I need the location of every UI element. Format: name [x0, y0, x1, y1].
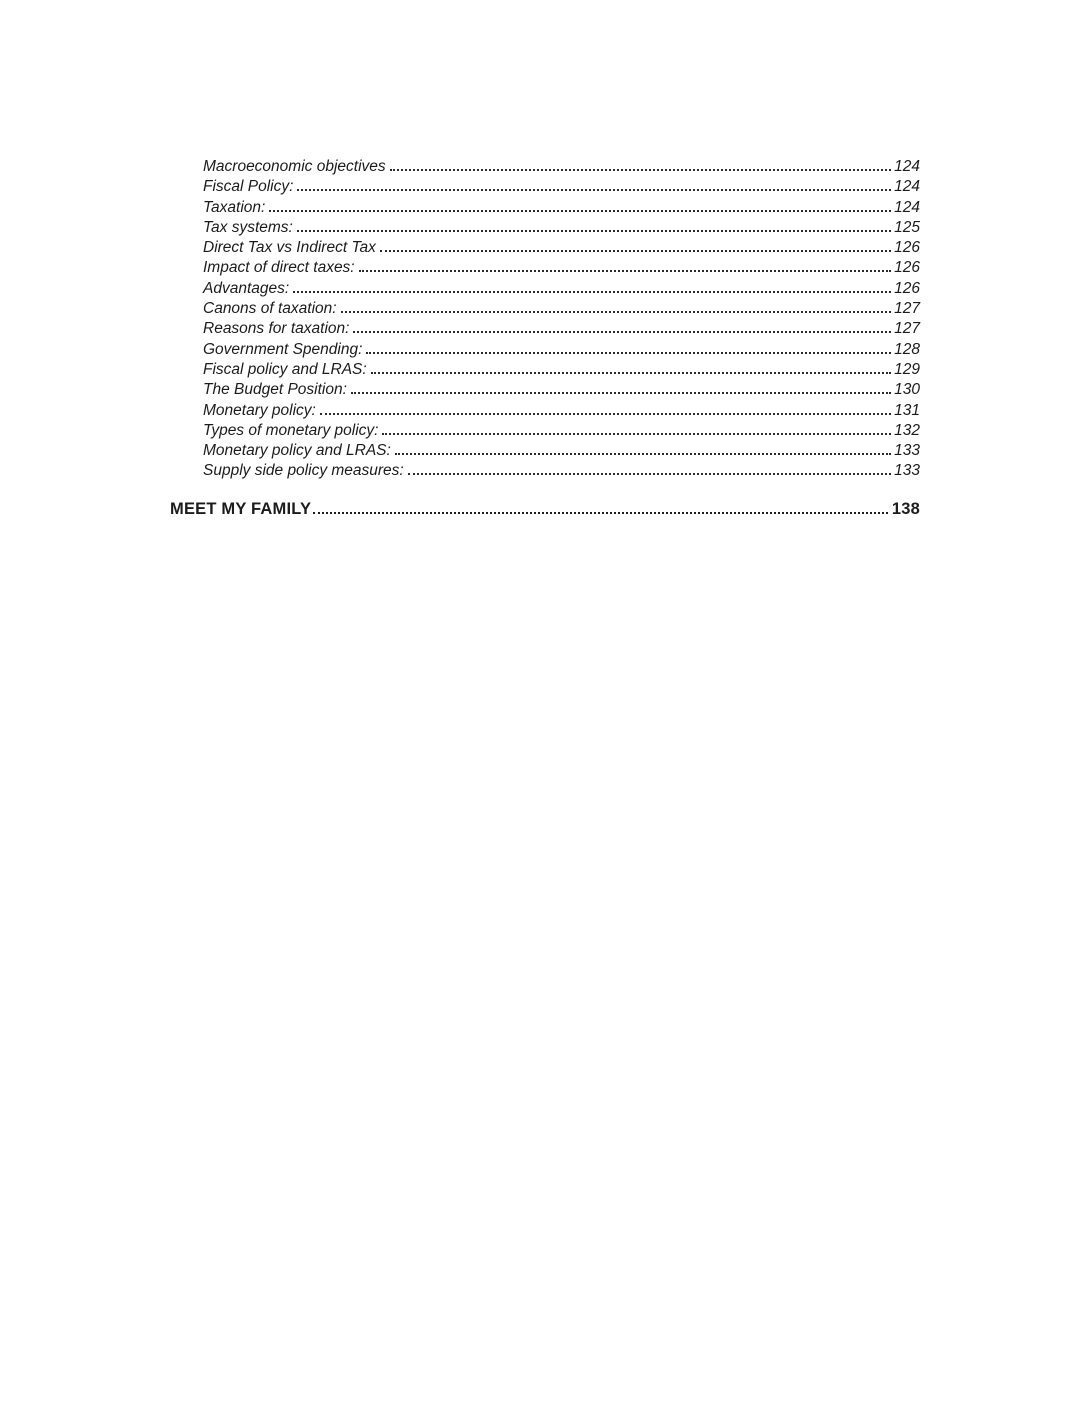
toc-section-label: MEET MY FAMILY: [170, 499, 312, 518]
toc-entry-page-number: 126: [894, 279, 920, 297]
toc-entry-label: Fiscal Policy:: [203, 178, 294, 196]
toc-entry-row: [170, 320, 920, 340]
toc-entry-row: [170, 361, 920, 381]
toc-section-page-number: 138: [891, 499, 920, 518]
toc-entry-page-number: 133: [894, 442, 920, 460]
toc-entry-row: [170, 219, 920, 239]
toc-leader-dots: [297, 189, 891, 191]
toc-leader-dots: [341, 311, 892, 313]
toc-entry-row: [170, 239, 920, 259]
toc-entry-page-number: 124: [894, 158, 920, 175]
toc-entry-label: Supply side policy measures:: [203, 462, 404, 480]
toc-entry-row: [170, 422, 920, 442]
toc-leader-dots: [351, 392, 891, 394]
toc-leader-dots: [313, 512, 888, 514]
toc-leader-dots: [395, 453, 891, 455]
toc-entry-page-number: 127: [894, 300, 920, 318]
toc-list: [170, 158, 920, 483]
toc-leader-dots: [382, 433, 891, 435]
toc-entry-page-number: 131: [894, 401, 920, 419]
toc-entry-label: Monetary policy and LRAS:: [203, 442, 391, 460]
toc-leader-dots: [380, 250, 891, 252]
toc-entry-row: [170, 462, 920, 482]
toc-entry-label: Reasons for taxation:: [203, 320, 350, 338]
toc-entry-row: [170, 300, 920, 320]
toc-entry-page-number: 125: [894, 218, 920, 236]
toc-leader-dots: [371, 372, 891, 374]
toc-entry-page-number: 124: [894, 178, 920, 196]
toc-leader-dots: [359, 270, 892, 272]
toc-entry-label: Macroeconomic objectives: [203, 158, 386, 175]
toc-entry-row: [170, 341, 920, 361]
toc-entry-page-number: 130: [894, 381, 920, 399]
toc-entry-label: Direct Tax vs Indirect Tax: [203, 239, 376, 257]
table-of-contents: [170, 158, 920, 522]
toc-entry-label: Impact of direct taxes:: [203, 259, 355, 277]
toc-entry-label: Types of monetary policy:: [203, 421, 379, 439]
toc-leader-dots: [269, 210, 891, 212]
toc-leader-dots: [320, 413, 891, 415]
toc-entry-page-number: 128: [894, 340, 920, 358]
toc-leader-dots: [353, 331, 891, 333]
toc-entry-label: Canons of taxation:: [203, 300, 337, 318]
toc-entry-row: [170, 402, 920, 422]
toc-leader-dots: [293, 291, 891, 293]
toc-entry-page-number: 127: [894, 320, 920, 338]
toc-leader-dots: [366, 352, 891, 354]
toc-leader-dots: [390, 169, 891, 171]
toc-entry-label: Taxation:: [203, 198, 266, 216]
toc-entry-row: [170, 259, 920, 279]
toc-entry-page-number: 132: [894, 421, 920, 439]
toc-entry-page-number: 129: [894, 360, 920, 378]
toc-entry-label: Monetary policy:: [203, 401, 316, 419]
toc-entry-page-number: 126: [894, 239, 920, 257]
toc-entry-label: Fiscal policy and LRAS:: [203, 360, 367, 378]
toc-entry-row: [170, 442, 920, 462]
toc-entry-label: The Budget Position:: [203, 381, 347, 399]
toc-entry-row: [170, 199, 920, 219]
toc-entry-page-number: 124: [894, 198, 920, 216]
toc-entry-label: Tax systems:: [203, 218, 293, 236]
toc-entry-row: [170, 178, 920, 198]
toc-entry-row: [170, 280, 920, 300]
toc-entry-row: [170, 381, 920, 401]
toc-entry-page-number: 126: [894, 259, 920, 277]
toc-leader-dots: [408, 473, 891, 475]
toc-section-entry-row: [170, 500, 920, 522]
toc-entry-label: Government Spending:: [203, 340, 363, 358]
toc-entry-row: [170, 158, 920, 178]
toc-entry-label: Advantages:: [203, 279, 290, 297]
toc-leader-dots: [297, 230, 891, 232]
toc-entry-page-number: 133: [894, 462, 920, 480]
